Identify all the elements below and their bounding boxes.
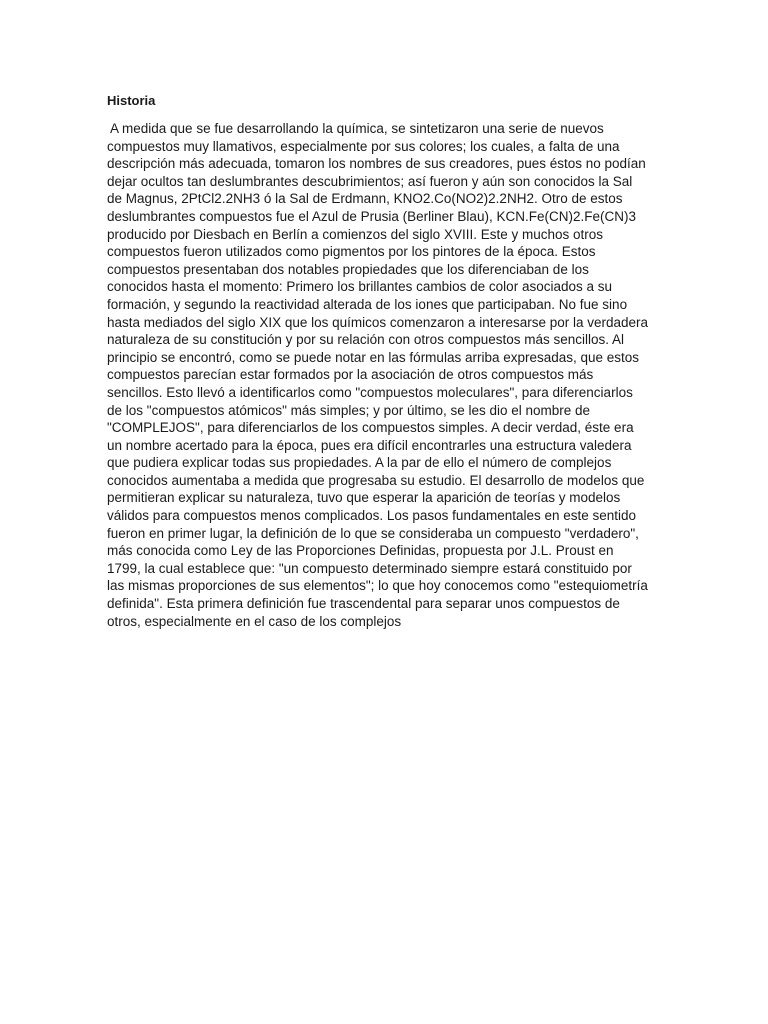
paragraph-line: otros, especialmente en el caso de los complejos: [107, 613, 402, 629]
paragraph-line: 1799, la cual establece que: "un compuesto determinado siempre estará constituido por: [107, 560, 632, 576]
paragraph-line: hasta mediados del siglo XIX que los químicos comenzaron a interesarse por la verdadera: [107, 314, 649, 330]
paragraph-line: compuestos parecían estar formados por la asociación de otros compuestos más: [107, 367, 594, 383]
paragraph-line: conocidos aumentaba a medida que progresaba su estudio. El desarrollo de modelos que: [107, 472, 645, 488]
paragraph-line: sencillos. Esto llevó a identificarlos como "compuestos moleculares", para diferenciarlos: [107, 384, 633, 400]
paragraph-line: de los "compuestos atómicos" más simples; y por último, se les dio el nombre de: [107, 402, 591, 418]
paragraph-line: fueron en primer lugar, la definición de lo que se consideraba un compuesto "verdadero",: [107, 525, 639, 541]
paragraph-line: A medida que se fue desarrollando la química, se sintetizaron una serie de nuevos: [107, 121, 604, 136]
paragraph-line: naturaleza de su constitución y por su relación con otros compuestos más sencillos. Al: [107, 332, 625, 348]
paragraph-line: compuestos presentaban dos notables propiedades que los diferenciaban de los: [107, 261, 589, 277]
paragraph-line: conocidos hasta el momento: Primero los brillantes cambios de color asociados a su: [107, 279, 612, 295]
paragraph-line: que pudiera explicar todas sus propiedades. A la par de ello el número de complejos: [107, 455, 612, 471]
paragraph-line: principio se encontró, como se puede notar en las fórmulas arriba expresadas, que estos: [107, 349, 640, 365]
paragraph-line: "COMPLEJOS", para diferenciarlos de los compuestos simples. A decir verdad, éste era: [107, 420, 634, 436]
section-heading: Historia: [107, 93, 156, 108]
paragraph-line: deslumbrantes compuestos fue el Azul de Prusia (Berliner Blau), KCN.Fe(CN)2.Fe(CN)3: [107, 208, 636, 224]
paragraph-line: formación, y segundo la reactividad alterada de los iones que participaban. No fue sino: [107, 296, 628, 312]
paragraph-line: compuestos fueron utilizados como pigmentos por los pintores de la época. Estos: [107, 244, 596, 260]
paragraph-line: de Magnus, 2PtCl2.2NH3 ó la Sal de Erdmann, KNO2.Co(NO2)2.2NH2. Otro de estos: [107, 191, 623, 207]
body-paragraph: [107, 120, 648, 630]
paragraph-line: dejar ocultos tan deslumbrantes descubrimientos; así fueron y aún son conocidos la Sal: [107, 173, 633, 189]
paragraph-line: un nombre acertado para la época, pues era difícil encontrarles una estructura valedera: [107, 437, 632, 453]
paragraph-line: más conocida como Ley de las Proporciones Definidas, propuesta por J.L. Proust en: [107, 543, 614, 559]
paragraph-line: definida". Esta primera definición fue trascendental para separar unos compuestos de: [107, 596, 620, 612]
paragraph-line: compuestos muy llamativos, especialmente por sus colores; los cuales, a falta de una: [107, 138, 620, 154]
paragraph-line: producido por Diesbach en Berlín a comienzos del siglo XVIII. Este y muchos otros: [107, 226, 603, 242]
paragraph-line: permitieran explicar su naturaleza, tuvo que esperar la aparición de teorías y modelos: [107, 490, 621, 506]
paragraph-line: válidos para compuestos menos complicados. Los pasos fundamentales en este sentido: [107, 508, 637, 524]
paragraph-line: descripción más adecuada, tomaron los nombres de sus creadores, pues éstos no podían: [107, 156, 646, 172]
paragraph-line: las mismas proporciones de sus elementos"; lo que hoy conocemos como "estequiometría: [107, 578, 648, 594]
